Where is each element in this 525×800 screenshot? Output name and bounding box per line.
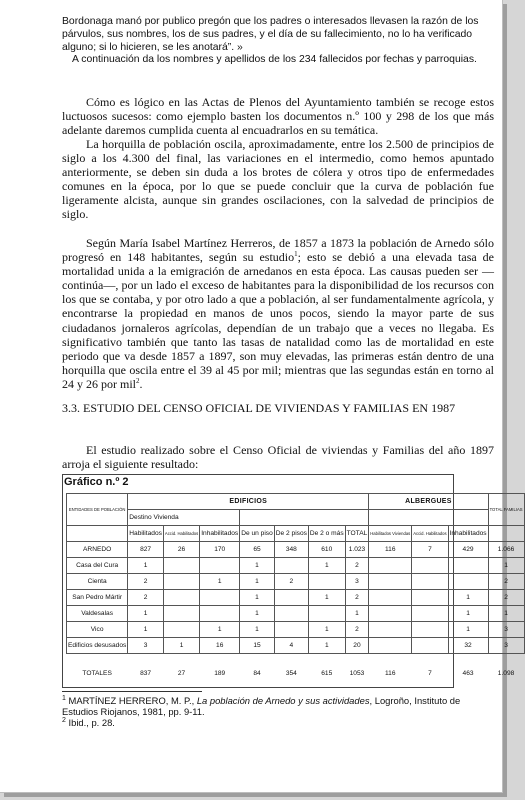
table-header-row-1	[67, 494, 525, 510]
table-cell	[274, 606, 308, 622]
table-cell	[163, 590, 199, 606]
col-inhabilitados: Inhabilitados	[200, 526, 240, 542]
table-cell: 4	[274, 638, 308, 654]
table-header-row-2	[67, 510, 525, 526]
totals-cell: 615	[321, 670, 333, 677]
intro-paragraph: El estudio realizado sobre el Censo Oficial de viviendas y Familias del año 1897 arroja el siguiente resultado:	[62, 443, 494, 472]
table-cell	[163, 574, 199, 590]
header-edificios: EDIFICIOS	[128, 494, 369, 510]
totals-cell: 27	[177, 670, 186, 677]
paragraph-martinez-part-b: ; esto se debió a una elevada tasa de mortalidad unida a la emigración de arnedanos en esta época. Las causas pueden ser —continúa—, por un lado el exceso de habitantes para la disponibilidad de los recursos con los que se contaba, y por otro lado a que a población, al ser fundamentalmente agrícola, y encontrarse la propiedad en manos de unos pocos, siendo la mayor parte de sus ciudadanos jornaleros agrícolas, dependían de un trabajo que a veces no llegaba. Es significativo también que tanto las tasas de natalidad como las de mortalidad en este periodo que va desde 1857 a 1897, son muy elevadas, las primeras están dentro de una horquilla que oscila entre el 39 al 45 por mil; mientras que las segundas están en torno al 24 y 26 por mil	[62, 250, 495, 391]
col-alb-accid: Accid. Habilitados	[412, 526, 448, 542]
table-cell: 1	[240, 558, 275, 574]
footnote-ref-1: 1	[294, 250, 298, 259]
table-cell	[448, 574, 488, 590]
row-label: Cienta	[67, 574, 128, 590]
table-cell	[200, 558, 240, 574]
col-habilitados: Habilitados	[128, 526, 164, 542]
table-cell: 3	[128, 638, 164, 654]
header-destino-vivienda: Destino Vivienda	[128, 510, 240, 526]
table-cell	[369, 606, 412, 622]
totals-cell: 116	[385, 670, 396, 677]
table-cell: 116	[369, 542, 412, 558]
table-cell: 1.066	[488, 542, 524, 558]
table-cell: 3	[488, 622, 524, 638]
table-cell: 7	[412, 542, 448, 558]
footnote-2: $^2$ Ibid., p. 28.	[62, 716, 115, 728]
table-cell: 1	[488, 558, 524, 574]
header-blank	[240, 510, 369, 526]
totals-cell: 1.098	[497, 670, 515, 677]
header-total-familias: TOTAL FAMILIAS	[488, 494, 524, 526]
table-cell: 1	[128, 606, 164, 622]
table-cell	[412, 622, 448, 638]
table-cell: 2	[345, 622, 369, 638]
table-cell: 610	[308, 542, 345, 558]
table-cell: 1	[128, 622, 164, 638]
table-cell: 170	[200, 542, 240, 558]
table-row	[67, 542, 525, 558]
quote-continuation: A continuación da los nombres y apellidos de los 234 fallecidos por fechas y parroquias.	[72, 54, 477, 65]
table-cell: 1	[448, 590, 488, 606]
header-albergues: ALBERGUES	[369, 494, 488, 510]
table-cell	[369, 574, 412, 590]
table-cell: 3	[345, 574, 369, 590]
table-row	[67, 638, 525, 654]
table-cell: 2	[488, 590, 524, 606]
table-cell	[274, 558, 308, 574]
table-cell	[308, 606, 345, 622]
table-cell	[369, 622, 412, 638]
table-cell: 2	[345, 558, 369, 574]
footnote-ref-2: 2	[136, 376, 140, 385]
table-cell: 20	[345, 638, 369, 654]
table-cell	[448, 558, 488, 574]
table-cell: 1	[240, 622, 275, 638]
header-blank-albergues	[369, 510, 488, 526]
table-cell: 2	[128, 574, 164, 590]
table-cell	[369, 558, 412, 574]
row-label: Vico	[67, 622, 128, 638]
table-cell: 348	[274, 542, 308, 558]
col-dos-o-mas: De 2 o más	[308, 526, 345, 542]
table-cell	[274, 590, 308, 606]
table-row	[67, 590, 525, 606]
table-cell	[369, 590, 412, 606]
paragraph-martinez-herreros	[62, 236, 494, 391]
table-cell: 26	[163, 542, 199, 558]
col-alb-habilitados: Habilitados Viviendas	[369, 526, 412, 542]
totals-cell: 84	[253, 670, 261, 677]
table-cell: 1	[488, 606, 524, 622]
census-table	[66, 493, 525, 681]
table-cell	[308, 574, 345, 590]
table-cell: 15	[240, 638, 275, 654]
table-row	[67, 574, 525, 590]
col-accid-habilitados: Accid. Habilitados	[163, 526, 199, 542]
row-label: San Pedro Mártir	[67, 590, 128, 606]
table-cell	[200, 606, 240, 622]
table-cell	[369, 638, 412, 654]
col-total: TOTAL	[345, 526, 369, 542]
table-cell: 1	[128, 558, 164, 574]
quoted-text: Bordonaga manó por publico pregón que los padres o interesados llevasen la razón de los párvulos, sus nombres, los de sus padres, y el día de su fallecimiento, no lo ha verificado alguno; si lo hicieren, se les anotará”. »	[62, 16, 479, 53]
row-label: Casa del Cura	[67, 558, 128, 574]
table-gap	[67, 654, 525, 667]
totals-cell: 1053	[349, 670, 365, 677]
footnote-1: $^1$ MARTÍNEZ HERRERO, M. P., La población de Arnedo y sus actividades, Logroño, Instituto de Estudios Riojanos, 1981, pp. 9-11.	[62, 694, 461, 717]
table-cell	[412, 558, 448, 574]
table-cell	[412, 606, 448, 622]
table-cell: 1	[240, 574, 275, 590]
table-cell	[200, 590, 240, 606]
census-body	[67, 542, 525, 682]
table-cell	[412, 638, 448, 654]
table-header-row-3	[67, 526, 525, 542]
table-cell	[274, 622, 308, 638]
table-cell	[412, 590, 448, 606]
paragraph-martinez-part-a: Según María Isabel Martínez Herreros, de 1857 a 1873 la población de Arnedo sólo progresó en 148 habitantes, según su estudio	[62, 236, 494, 265]
table-cell: 1	[240, 606, 275, 622]
totals-cell: 463	[462, 670, 474, 677]
section-heading: 3.3. ESTUDIO DEL CENSO OFICIAL DE VIVIENDAS Y FAMILIAS EN 1987	[62, 401, 456, 415]
table-cell: 1	[308, 638, 345, 654]
row-label: ARNEDO	[67, 542, 128, 558]
totals-row	[67, 666, 525, 681]
table-cell: 2	[274, 574, 308, 590]
col-alb-inhabilitados: Inhabilitados	[448, 526, 488, 542]
table-cell: 16	[200, 638, 240, 654]
table-cell: 1	[163, 638, 199, 654]
table-cell: 827	[128, 542, 164, 558]
table-cell: 32	[448, 638, 488, 654]
table-cell: 1	[448, 622, 488, 638]
table-cell	[163, 558, 199, 574]
table-cell	[412, 574, 448, 590]
table-cell: 2	[345, 590, 369, 606]
table-row	[67, 606, 525, 622]
footnote-rule	[62, 691, 202, 692]
col-un-piso: De un piso	[240, 526, 275, 542]
table-cell: 2	[488, 574, 524, 590]
table-cell: 1	[308, 590, 345, 606]
paragraph-actas: Cómo es lógico en las Actas de Plenos del Ayuntamiento también se recoge estos luctuosos sucesos: como ejemplo basten los documentos n.º 100 y 298 de los que más adelante daremos cumplida cuenta al encuadrarlos en su temática.	[62, 95, 494, 138]
table-cell: 65	[240, 542, 275, 558]
table-row	[67, 622, 525, 638]
totals-cell: 7	[428, 670, 432, 677]
grafico-title: Gráfico n.º 2	[64, 476, 129, 488]
table-cell: 1.023	[345, 542, 369, 558]
row-label: Edificios desusados	[67, 638, 128, 654]
totals-cell: 837	[140, 670, 152, 677]
totals-cell: 189	[214, 670, 226, 677]
paragraph-martinez-end: .	[139, 376, 143, 391]
footnotes	[62, 695, 494, 728]
table-cell: 1	[308, 558, 345, 574]
table-cell: 3	[488, 638, 524, 654]
table-cell: 1	[448, 606, 488, 622]
paragraph-horquilla: La horquilla de población oscila, aproximadamente, entre los 2.500 de principios de siglo a los 4.300 del final, las variaciones en el intermedio, como hemos apuntado anteriormente, se deben sin duda a los brotes de cólera y otros tipo de enfermedades comunes en la época, por lo que se puede concluir que la curva de población fue ligeramente alcista, aunque sin grandes oscilaciones, con la salvedad de principios de siglo.	[62, 137, 494, 222]
table-cell: 1	[308, 622, 345, 638]
table-cell	[163, 622, 199, 638]
header-entidades: ENTIDADES DE POBLACIÓN	[67, 494, 128, 526]
table-cell: 2	[128, 590, 164, 606]
row-label: Valdesalas	[67, 606, 128, 622]
header-empty	[67, 526, 128, 542]
totals-label: TOTALES	[82, 670, 112, 677]
totals-cell: 354	[285, 670, 297, 677]
table-cell: 1	[200, 574, 240, 590]
table-cell: 1	[345, 606, 369, 622]
table-cell	[163, 606, 199, 622]
table-cell: 1	[200, 622, 240, 638]
col-dos-pisos: De 2 pisos	[274, 526, 308, 542]
table-cell: 429	[448, 542, 488, 558]
col-total-familias-empty	[488, 526, 524, 542]
table-row	[67, 558, 525, 574]
table-cell: 1	[240, 590, 275, 606]
